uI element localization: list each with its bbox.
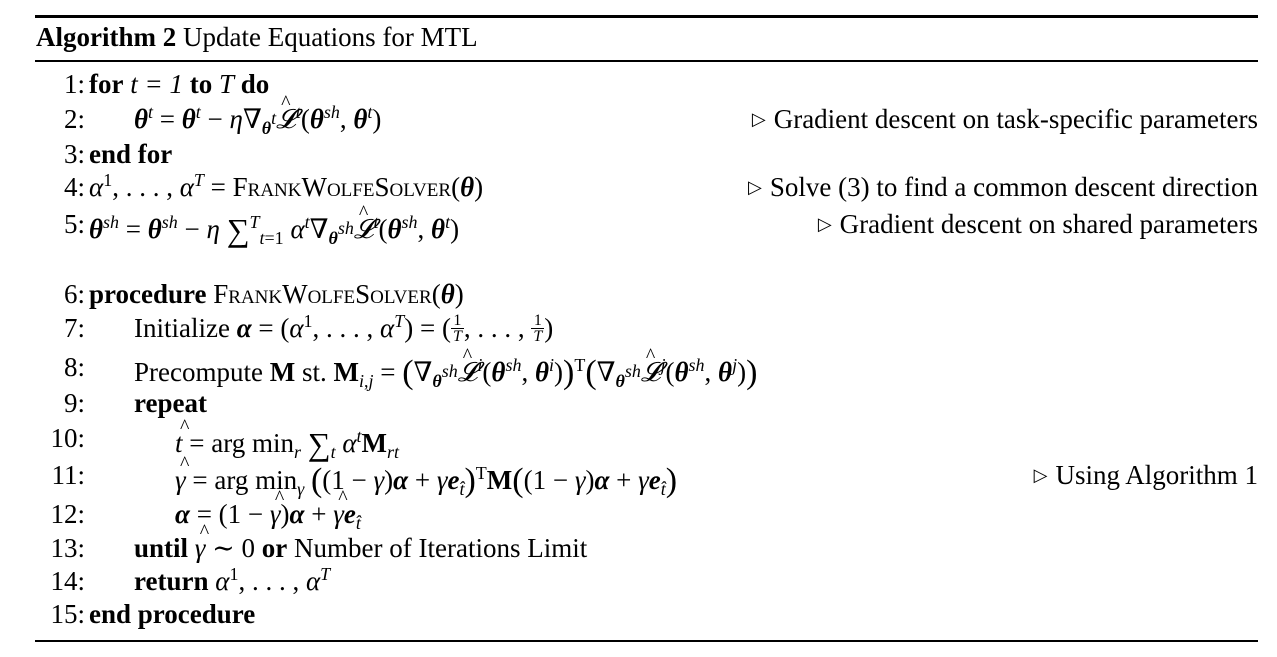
line-number: 4: [63, 172, 85, 202]
line-code: procedure FrankWolfeSolver(θ) [89, 279, 464, 309]
line-number: 3: [63, 139, 85, 169]
line-number: 12: [50, 499, 85, 529]
line-number: 7: [63, 313, 85, 343]
line-comment: ▷ Solve (3) to find a common descent direction [748, 172, 1258, 202]
comment-triangle-icon: ▷ [751, 109, 766, 129]
line-comment: ▷ Gradient descent on shared parameters [817, 209, 1258, 239]
line-formula: Precompute M st. $M_{i,j}$ = ($\nabla_{\theta^{sh}}\^{}$ $𝓛^i(\theta^{sh}$, $\theta^i))^T(\nabla_{\theta^{sh}}\^{}$ $𝓛^j(\theta^{sh}$, $\theta^j$)) [134, 352, 757, 390]
algorithm-line-11 [0, 460, 1277, 499]
keyword-procedure: procedure [89, 279, 207, 309]
keyword-end-for: end for [89, 139, 173, 169]
line-number: 8: [63, 352, 85, 382]
line-comment: ▷ Using Algorithm 1 [1033, 460, 1258, 490]
algorithm-caption [36, 22, 478, 53]
algorithm-label: Algorithm 2 [36, 22, 177, 52]
algorithm-line-4 [0, 172, 1277, 208]
algorithm-line-15 [0, 599, 1277, 635]
algorithm-line-9 [0, 388, 1277, 424]
line-formula: $\theta^t = \theta^t$ − $\eta\nabla_{\theta^t}\^{}$ $𝓛^t(\theta^{sh}$, $\theta^t$) [134, 104, 381, 136]
algorithm-line-6 [0, 279, 1277, 315]
algorithm-line-10 [0, 423, 1277, 462]
keyword-for: for [89, 69, 124, 99]
line-number: 5: [63, 209, 85, 239]
bottom-rule [35, 640, 1258, 642]
line-number: 9: [63, 388, 85, 418]
comment-triangle-icon: ▷ [817, 214, 832, 234]
line-number: 14: [50, 566, 85, 596]
algorithm-line-5 [0, 209, 1277, 248]
line-formula: ^ t = arg $\min_r \sum_t$ $\alpha^tM_{rt}$ [175, 423, 399, 460]
line-number: 2: [63, 104, 85, 134]
keyword-repeat: repeat [134, 388, 207, 418]
algorithm-line-1 [0, 69, 1277, 105]
line-code: until ^ γ ∼ 0 or Number of Iterations Limit [134, 533, 587, 564]
line-number: 1: [63, 69, 85, 99]
algorithm-line-8 [0, 352, 1277, 391]
loop-range-end: T [218, 69, 234, 99]
caption-rule [35, 60, 1258, 62]
line-formula: Initialize $\alpha = (\alpha^1$, . . . , $\alpha^T$) = ( $\frac{1}{T}$ , . . . , $\frac{1}{T}$ ) [134, 311, 554, 346]
line-number: 13: [50, 533, 85, 563]
line-comment: ▷ Gradient descent on task-specific parameters [751, 104, 1258, 134]
line-formula: $\alpha^1$, . . . , $\alpha^T$ = FrankWolfeSolver(θ) [89, 170, 484, 202]
line-formula: return $\alpha^1$, . . . , $\alpha^T$ [134, 564, 331, 596]
function-name: FrankWolfeSolver [213, 279, 432, 309]
algorithm-line-3 [0, 139, 1277, 175]
keyword-until: until [134, 533, 189, 563]
keyword-return: return [134, 566, 209, 596]
line-number: 6: [63, 279, 85, 309]
keyword-end-procedure: end procedure [89, 599, 256, 629]
top-rule [35, 15, 1258, 18]
function-name: FrankWolfeSolver [232, 172, 452, 202]
line-number: 10: [50, 423, 85, 453]
keyword-or: or [261, 533, 288, 563]
loop-range-start: t = 1 [130, 69, 183, 99]
algorithm-line-7 [0, 313, 1277, 349]
algorithm-title: Update Equations for MTL [182, 22, 478, 52]
line-code [89, 69, 269, 100]
keyword-do: do [240, 69, 270, 99]
line-number: 15: [50, 599, 85, 629]
algorithm-line-13 [0, 533, 1277, 569]
line-code [134, 388, 207, 419]
line-formula: ^ γ = arg $\min_\gamma ((1 - \gamma)\alpha + \gamma e_{t̂})^TM((1 - \gamma)\alpha + \gamma e_{t̂})$ [175, 460, 677, 498]
algorithm-line-2 [0, 104, 1277, 140]
comment-triangle-icon: ▷ [1033, 465, 1048, 485]
algorithm-line-12 [0, 499, 1277, 535]
line-code [89, 139, 172, 170]
line-formula: $\theta^{sh} = \theta^{sh} - \eta$ ∑$^T_{t=1}$ $\alpha^t\nabla_{\theta^{sh}}\^{}$ $𝓛^t(\theta^{sh}$, $\theta^t$) [89, 209, 459, 246]
line-number: 11: [51, 460, 85, 490]
line-code [89, 599, 255, 630]
line-formula: α = (1 − ^ γ)α + ^ $\gamma e_{t̂}$ [175, 499, 361, 530]
keyword-to: to [189, 69, 213, 99]
algorithm-line-14 [0, 566, 1277, 602]
comment-triangle-icon: ▷ [748, 177, 762, 197]
